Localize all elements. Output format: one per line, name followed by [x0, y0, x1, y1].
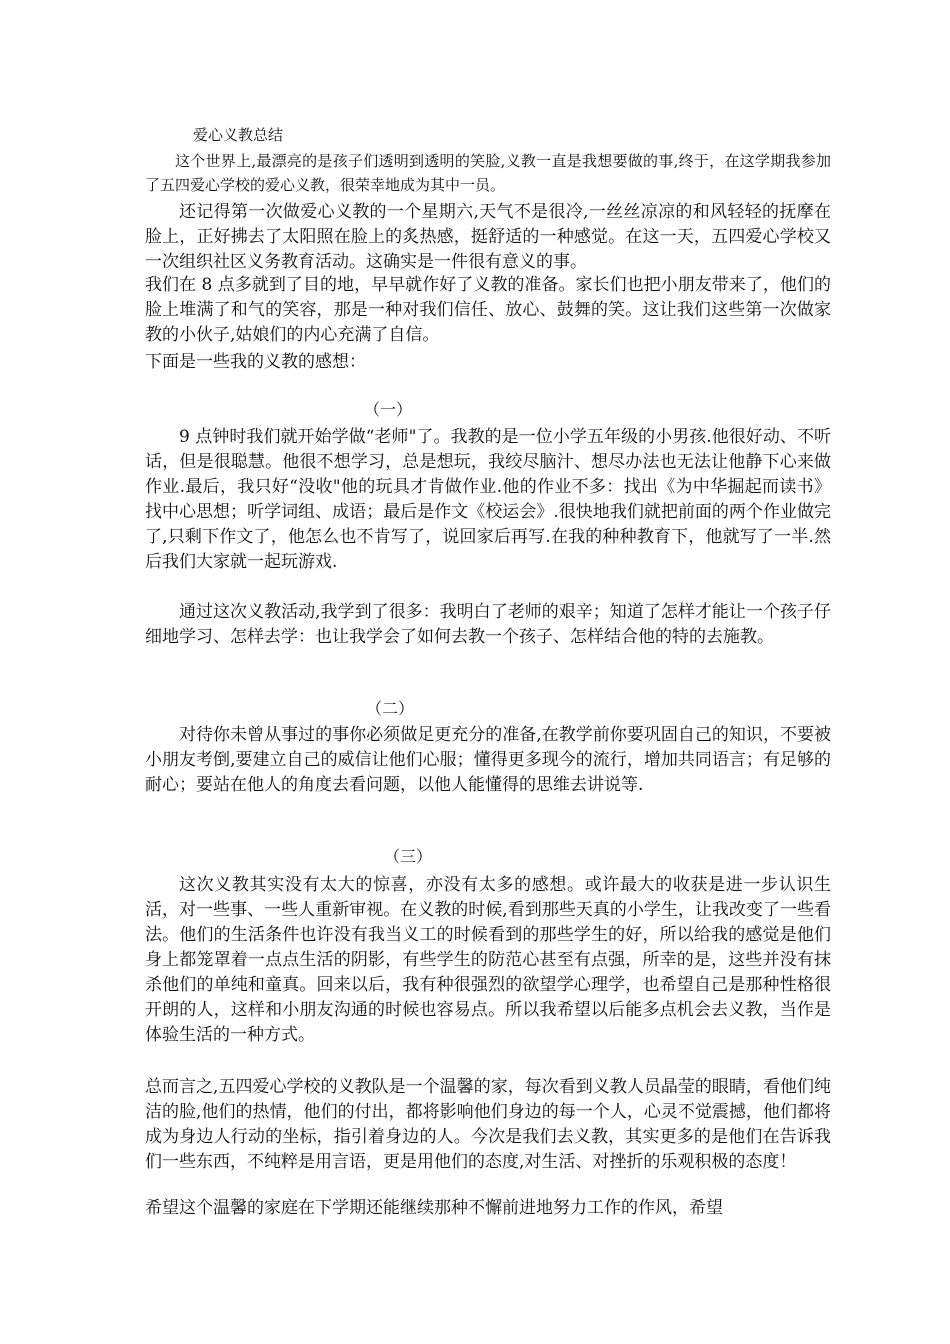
section-heading-2: （二）	[366, 699, 415, 718]
intro-paragraph-1: 这个世界上,最漂亮的是孩子们透明到透明的笑脸,义教一直是我想要做的事,终于，在这学期我参加了五四爱心学校的爱心义教，很荣幸地成为其中一员。	[145, 152, 831, 194]
section2-paragraph-1: 对待你未曾从事过的事你必须做足更充分的准备,在教学前你要巩固自己的知识，不要被小朋友考倒,要建立自己的威信让他们心服；懂得更多现今的流行，增加共同语言；有足够的耐心；要站在他人的角度去看问题，以他人能懂得的思维去讲说等.	[145, 725, 831, 795]
intro-paragraph-2: 还记得第一次做爱心义教的一个星期六,天气不是很冷,一丝丝凉凉的和风轻轻的抚摩在脸上，正好拂去了太阳照在脸上的炙热感，挺舒适的一种感觉。在这一天，五四爱心学校又一次组织社区义务教育活动。这确实是一件很有意义的事。	[145, 202, 831, 272]
intro-paragraph-3: 我们在 8 点多就到了目的地，早早就作好了义教的准备。家长们也把小朋友带来了，他们的脸上堆满了和气的笑容，那是一种对我们信任、放心、鼓舞的笑。这让我们这些第一次做家教的小伙子,姑娘们的内心充满了自信。	[145, 275, 831, 345]
section1-paragraph-2: 通过这次义教活动,我学到了很多：我明白了老师的艰辛；知道了怎样才能让一个孩子仔细地学习、怎样去学：也让我学会了如何去教一个孩子、怎样结合他的特的去施教。	[145, 602, 831, 647]
section3-paragraph-1: 这次义教其实没有太大的惊喜，亦没有太多的感想。或许最大的收获是进一步认识生活，对一些事、一些人重新审视。在义教的时候,看到那些天真的小学生，让我改变了一些看法。他们的生活条件也许没有我当义工的时候看到的那些学生的好，所以给我的感觉是他们身上都笼罩着一点点生活的阴影，有些学生的防范心甚至有点强，所幸的是，这些并没有抹杀他们的单纯和童真。回来以后，我有种很强烈的欲望学心理学，也希望自己是那种性格很开朗的人，这样和小朋友沟通的时候也容易点。所以我希望以后能多点机会去义教，当作是体验生活的一种方式。	[145, 875, 831, 1045]
section3-paragraph-3: 希望这个温馨的家庭在下学期还能继续那种不懈前进地努力工作的作风，希望	[145, 1198, 723, 1218]
document-title: 爱心义教总结	[193, 126, 284, 144]
section3-paragraph-2: 总而言之,五四爱心学校的义教队是一个温馨的家，每次看到义教人员晶莹的眼睛，看他们纯洁的脸,他们的热情，他们的付出，都将影响他们身边的每一个人，心灵不觉震撼，他们都将成为身边人行动的坐标，指引着身边的人。今次是我们去义教，其实更多的是他们在告诉我们一些东西，不纯粹是用言语，更是用他们的态度,对生活、对挫折的乐观积极的态度！	[145, 1077, 831, 1172]
section-heading-3: （三）	[384, 847, 433, 866]
section1-paragraph-1: 9 点钟时我们就开始学做“老师"了。我教的是一位小学五年级的小男孩.他很好动、不听话，但是很聪慧。他很不想学习，总是想玩，我绞尽脑汁、想尽办法也无法让他静下心来做作业.最后，我只好“没收"他的玩具才肯做作业.他的作业不多：找出《为中华掘起而读书》找中心思想；听学词组、成语；最后是作文《校运会》.很快地我们就把前面的两个作业做完了,只剩下作文了，他怎么也不肯写了，说回家后再写.在我的种种教育下，他就写了一半.然后我们大家就一起玩游戏.	[145, 427, 831, 572]
intro-paragraph-4: 下面是一些我的义教的感想：	[145, 352, 366, 372]
section-heading-1: （一）	[364, 400, 413, 419]
